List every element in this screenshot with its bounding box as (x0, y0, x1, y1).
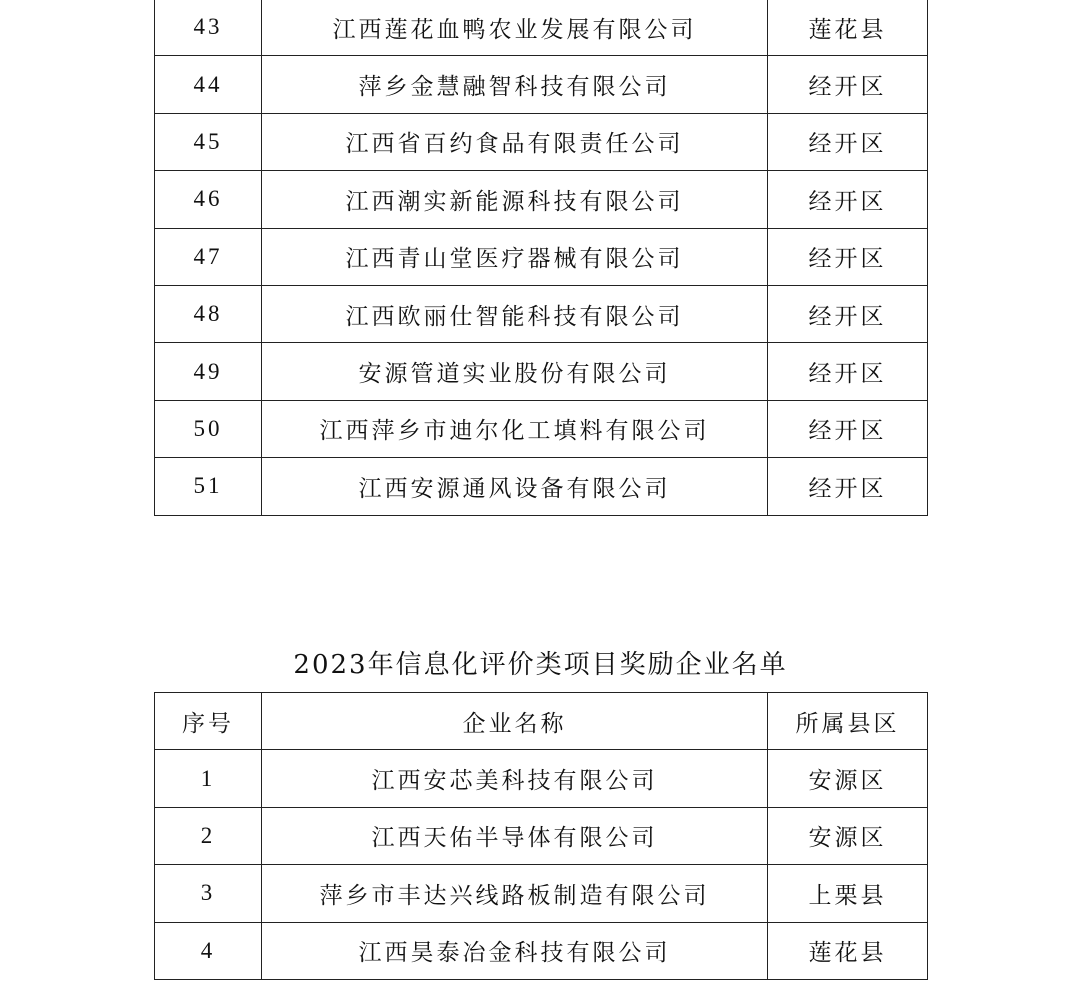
company-name-cell: 江西欧丽仕智能科技有限公司 (262, 285, 768, 342)
serial-number-cell: 50 (155, 400, 262, 457)
district-cell: 莲花县 (768, 0, 928, 56)
table-row (155, 922, 928, 979)
company-name-cell: 萍乡市丰达兴线路板制造有限公司 (262, 865, 768, 922)
table-row (155, 113, 928, 170)
company-name-cell: 江西萍乡市迪尔化工填料有限公司 (262, 400, 768, 457)
table-row (155, 458, 928, 515)
district-cell: 经开区 (768, 285, 928, 342)
serial-number-cell: 2 (155, 807, 262, 864)
table-row (155, 285, 928, 342)
district-cell: 经开区 (768, 113, 928, 170)
district-cell: 安源区 (768, 807, 928, 864)
table-row (155, 865, 928, 922)
company-name-cell: 萍乡金慧融智科技有限公司 (262, 56, 768, 113)
serial-number-cell: 44 (155, 56, 262, 113)
award-list-table-continued (154, 0, 928, 516)
serial-number-cell: 43 (155, 0, 262, 56)
table-row (155, 228, 928, 285)
serial-number-cell: 46 (155, 171, 262, 228)
district-cell: 经开区 (768, 228, 928, 285)
section-title: 2023年信息化评价类项目奖励企业名单 (293, 650, 788, 680)
serial-number-cell: 49 (155, 343, 262, 400)
serial-number-cell: 51 (155, 458, 262, 515)
company-name-cell: 江西潮实新能源科技有限公司 (262, 171, 768, 228)
header-serial-number: 序号 (155, 693, 262, 750)
table-header-row (155, 693, 928, 750)
district-cell: 经开区 (768, 56, 928, 113)
company-name-cell: 安源管道实业股份有限公司 (262, 343, 768, 400)
serial-number-cell: 47 (155, 228, 262, 285)
district-cell: 经开区 (768, 343, 928, 400)
district-cell: 经开区 (768, 458, 928, 515)
company-name-cell: 江西天佑半导体有限公司 (262, 807, 768, 864)
header-district: 所属县区 (768, 693, 928, 750)
table-row (155, 400, 928, 457)
district-cell: 经开区 (768, 171, 928, 228)
company-name-cell: 江西安源通风设备有限公司 (262, 458, 768, 515)
company-name-cell: 江西昊泰冶金科技有限公司 (262, 922, 768, 979)
serial-number-cell: 3 (155, 865, 262, 922)
district-cell: 莲花县 (768, 922, 928, 979)
company-name-cell: 江西青山堂医疗器械有限公司 (262, 228, 768, 285)
serial-number-cell: 48 (155, 285, 262, 342)
table-row (155, 343, 928, 400)
district-cell: 经开区 (768, 400, 928, 457)
district-cell: 上栗县 (768, 865, 928, 922)
informatization-award-table (154, 692, 928, 980)
company-name-cell: 江西莲花血鸭农业发展有限公司 (262, 0, 768, 56)
table-row (155, 171, 928, 228)
company-name-cell: 江西省百约食品有限责任公司 (262, 113, 768, 170)
table-row (155, 807, 928, 864)
table-row (155, 56, 928, 113)
district-cell: 安源区 (768, 750, 928, 807)
serial-number-cell: 4 (155, 922, 262, 979)
company-name-cell: 江西安芯美科技有限公司 (262, 750, 768, 807)
table-row (155, 0, 928, 56)
serial-number-cell: 1 (155, 750, 262, 807)
table-row (155, 750, 928, 807)
header-company-name: 企业名称 (262, 693, 768, 750)
serial-number-cell: 45 (155, 113, 262, 170)
